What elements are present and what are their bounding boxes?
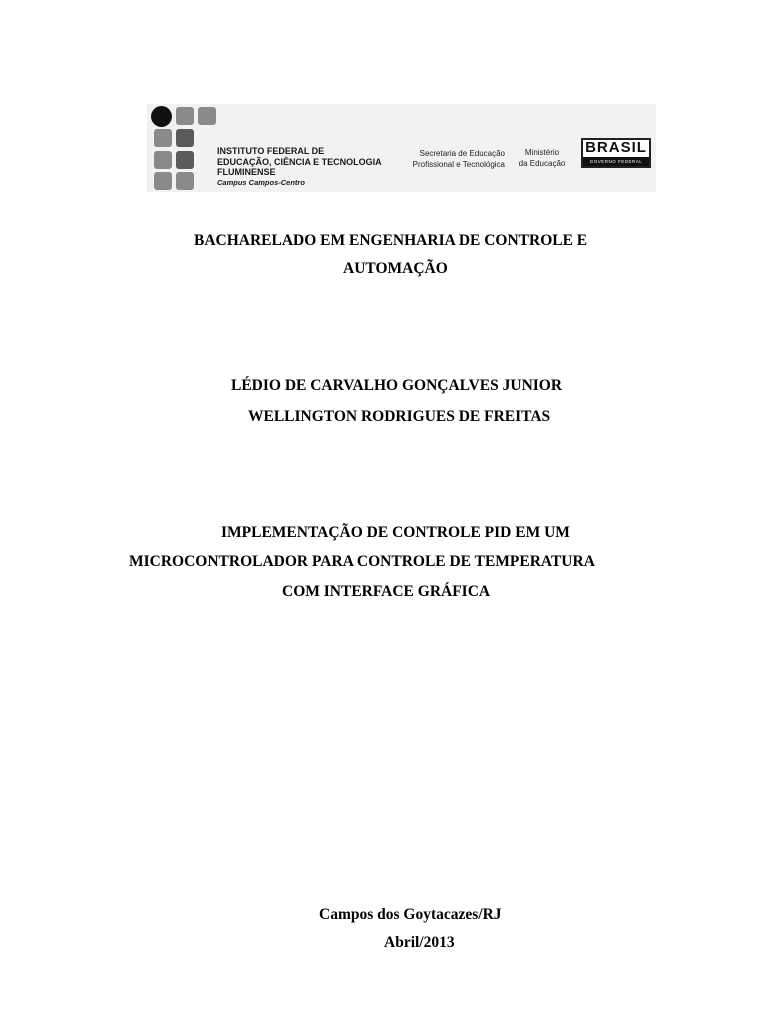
title-line-1: IMPLEMENTAÇÃO DE CONTROLE PID EM UM — [221, 524, 570, 541]
brasil-word: BRASIL — [585, 139, 647, 156]
author-2: WELLINGTON RODRIGUES DE FREITAS — [248, 408, 551, 425]
institution-line-1: INSTITUTO FEDERAL DE — [217, 146, 325, 156]
location: Campos dos Goytacazes/RJ — [319, 906, 502, 923]
date: Abril/2013 — [384, 934, 455, 951]
title-line-3: COM INTERFACE GRÁFICA — [282, 583, 491, 600]
institution-line-3: FLUMINENSE — [217, 167, 276, 177]
title-line-2: MICROCONTROLADOR PARA CONTROLE DE TEMPERATURA — [129, 553, 595, 570]
secretaria-line-2: Profissional e Tecnológica — [412, 160, 505, 169]
logo-circle — [151, 106, 172, 127]
course-line-1: BACHARELADO EM ENGENHARIA DE CONTROLE E — [194, 232, 588, 249]
brasil-tagline: GOVERNO FEDERAL — [583, 157, 649, 166]
secretaria-line-1: Secretaria de Educação — [419, 149, 505, 158]
if-fluminense-logo — [151, 106, 215, 190]
author-1: LÉDIO DE CARVALHO GONÇALVES JUNIOR — [231, 377, 563, 394]
institution-line-2: EDUCAÇÃO, CIÊNCIA E TECNOLOGIA — [217, 156, 382, 167]
ministerio-label — [513, 140, 571, 169]
course-line-2: AUTOMAÇÃO — [343, 260, 448, 277]
ministerio-line-2: da Educação — [518, 158, 566, 168]
campus-name: Campus Campos-Centro — [217, 177, 305, 187]
institutional-header — [147, 104, 656, 192]
brasil-government-logo — [581, 138, 651, 168]
ministerio-line-1: Ministério — [524, 148, 560, 157]
institution-name — [217, 146, 382, 188]
secretaria-label — [397, 148, 505, 170]
